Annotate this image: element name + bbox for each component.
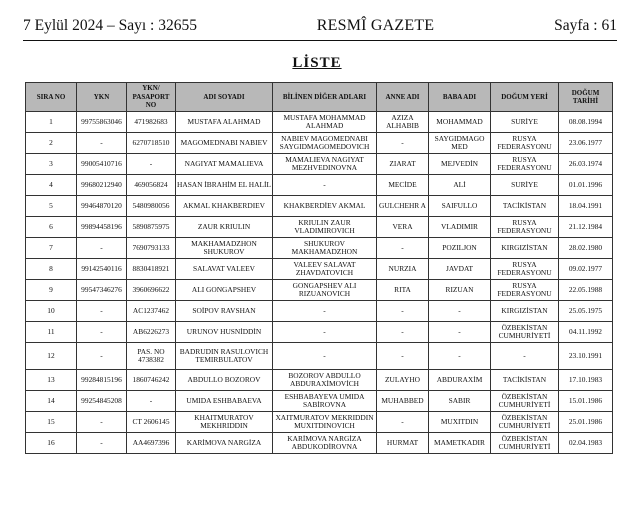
other-names-cell: - <box>273 322 377 343</box>
other-names-cell: KHAKBERDİEV AKMAL <box>273 196 377 217</box>
ykn-cell: 99894458196 <box>77 217 127 238</box>
other-names-cell: NABIEV MAGOMEDNABI SAYGIDMAGOMEDOVICH <box>273 133 377 154</box>
birthplace-cell: ÖZBEKİSTAN CUMHURİYETİ <box>491 412 559 433</box>
birthdate-cell: 23.06.1977 <box>559 133 613 154</box>
name-cell: KARİMOVA NARGİZA <box>176 433 273 454</box>
ykn-cell: - <box>77 412 127 433</box>
mother-name-cell: AZIZA ALHABIB <box>377 112 429 133</box>
header-rule <box>23 40 617 41</box>
mother-name-cell: - <box>377 322 429 343</box>
name-cell: SALAVAT VALEEV <box>176 259 273 280</box>
birthdate-cell: 04.11.1992 <box>559 322 613 343</box>
list-title: LİSTE <box>292 55 342 71</box>
table-body <box>26 112 613 454</box>
mother-name-cell: NURZIA <box>377 259 429 280</box>
mother-name-cell: RITA <box>377 280 429 301</box>
passport-no-cell: 1860746242 <box>127 370 176 391</box>
ykn-cell: - <box>77 238 127 259</box>
name-cell: HASAN İBRAHİM EL HALİL <box>176 175 273 196</box>
name-cell: SOİPOV RAVSHAN <box>176 301 273 322</box>
passport-no-cell: PAS. NO 4738382 <box>127 343 176 370</box>
mother-name-cell: - <box>377 301 429 322</box>
birthplace-cell: RUSYA FEDERASYONU <box>491 217 559 238</box>
birthplace-cell: RUSYA FEDERASYONU <box>491 259 559 280</box>
father-name-cell: - <box>429 322 491 343</box>
birthplace-cell: ÖZBEKİSTAN CUMHURİYETİ <box>491 322 559 343</box>
other-names-cell: GONGAPSHEV ALI RIZUANOVICH <box>273 280 377 301</box>
birthdate-cell: 02.04.1983 <box>559 433 613 454</box>
name-cell: UMIDA ESHBABAEVA <box>176 391 273 412</box>
other-names-cell: ESHBABAYEVA UMIDA SABİROVNA <box>273 391 377 412</box>
name-cell: MAKHAMADZHON SHUKUROV <box>176 238 273 259</box>
mother-name-cell: MUHABBED <box>377 391 429 412</box>
table-row <box>26 433 613 454</box>
table-row <box>26 112 613 133</box>
father-name-cell: SABIR <box>429 391 491 412</box>
name-cell: MUSTAFA ALAHMAD <box>176 112 273 133</box>
ykn-cell: - <box>77 322 127 343</box>
sira-no-cell: 14 <box>26 391 77 412</box>
birthdate-cell: 22.05.1988 <box>559 280 613 301</box>
sira-no-cell: 15 <box>26 412 77 433</box>
column-header: ANNE ADI <box>377 83 429 112</box>
table-row <box>26 412 613 433</box>
birthplace-cell: RUSYA FEDERASYONU <box>491 154 559 175</box>
name-cell: AKMAL KHAKBERDIEV <box>176 196 273 217</box>
passport-no-cell: 469056824 <box>127 175 176 196</box>
ykn-cell: 99547346276 <box>77 280 127 301</box>
birthdate-cell: 26.03.1974 <box>559 154 613 175</box>
name-cell: MAGOMEDNABI NABIEV <box>176 133 273 154</box>
sira-no-cell: 12 <box>26 343 77 370</box>
column-header: SIRA NO <box>26 83 77 112</box>
sira-no-cell: 13 <box>26 370 77 391</box>
father-name-cell: MOHAMMAD <box>429 112 491 133</box>
table-row <box>26 238 613 259</box>
ykn-cell: 99755863046 <box>77 112 127 133</box>
birthdate-cell: 28.02.1980 <box>559 238 613 259</box>
table-row <box>26 301 613 322</box>
birthdate-cell: 09.02.1977 <box>559 259 613 280</box>
sira-no-cell: 4 <box>26 175 77 196</box>
passport-no-cell: 5480980056 <box>127 196 176 217</box>
name-cell: NAGIYAT MAMALIEVA <box>176 154 273 175</box>
passport-no-cell: AB6226273 <box>127 322 176 343</box>
passport-no-cell: 471982683 <box>127 112 176 133</box>
father-name-cell: VLADIMIR <box>429 217 491 238</box>
father-name-cell: - <box>429 343 491 370</box>
page-number: Sayfa : 61 <box>554 17 617 34</box>
table-header-row <box>26 83 613 112</box>
other-names-cell: - <box>273 175 377 196</box>
table-row <box>26 217 613 238</box>
mother-name-cell: - <box>377 343 429 370</box>
passport-no-cell: AA4697396 <box>127 433 176 454</box>
column-header: BABA ADI <box>429 83 491 112</box>
birthplace-cell: ÖZBEKİSTAN CUMHURİYETİ <box>491 433 559 454</box>
father-name-cell: RIZUAN <box>429 280 491 301</box>
birthdate-cell: 25.01.1986 <box>559 412 613 433</box>
table-row <box>26 391 613 412</box>
table-row <box>26 370 613 391</box>
name-cell: ALI GONGAPSHEV <box>176 280 273 301</box>
gazette-name: RESMÎ GAZETE <box>316 17 435 34</box>
father-name-cell: SAYGIDMAGO MED <box>429 133 491 154</box>
table-row <box>26 154 613 175</box>
column-header: BİLİNEN DİĞER ADLARI <box>273 83 377 112</box>
issue-date-number: 7 Eylül 2024 – Sayı : 32655 <box>23 17 197 34</box>
passport-no-cell: - <box>127 391 176 412</box>
passport-no-cell: CT 2606145 <box>127 412 176 433</box>
ykn-cell: 99254845208 <box>77 391 127 412</box>
passport-no-cell: - <box>127 154 176 175</box>
sira-no-cell: 11 <box>26 322 77 343</box>
sira-no-cell: 8 <box>26 259 77 280</box>
sanctions-list-table <box>25 82 613 454</box>
birthdate-cell: 18.04.1991 <box>559 196 613 217</box>
birthdate-cell: 15.01.1986 <box>559 391 613 412</box>
other-names-cell: XAITMURATOV MEKRIDDIN MUXITDINOVICH <box>273 412 377 433</box>
birthplace-cell: TACİKİSTAN <box>491 196 559 217</box>
father-name-cell: ABDURAXİM <box>429 370 491 391</box>
name-cell: ABDULLO BOZOROV <box>176 370 273 391</box>
passport-no-cell: 7690793133 <box>127 238 176 259</box>
other-names-cell: - <box>273 301 377 322</box>
sira-no-cell: 16 <box>26 433 77 454</box>
passport-no-cell: 6270718510 <box>127 133 176 154</box>
mother-name-cell: ZULAYHO <box>377 370 429 391</box>
table-row <box>26 259 613 280</box>
column-header: DOĞUM TARİHİ <box>559 83 613 112</box>
passport-no-cell: 5890875975 <box>127 217 176 238</box>
table-row <box>26 343 613 370</box>
father-name-cell: JAVDAT <box>429 259 491 280</box>
sira-no-cell: 10 <box>26 301 77 322</box>
other-names-cell: BOZOROV ABDULLO ABDURAXİMOVİCH <box>273 370 377 391</box>
mother-name-cell: VERA <box>377 217 429 238</box>
sira-no-cell: 9 <box>26 280 77 301</box>
mother-name-cell: HURMAT <box>377 433 429 454</box>
birthplace-cell: TACİKİSTAN <box>491 370 559 391</box>
name-cell: KHAITMURATOV MEKHRIDDIN <box>176 412 273 433</box>
ykn-cell: - <box>77 433 127 454</box>
table-row <box>26 133 613 154</box>
ykn-cell: 99464870120 <box>77 196 127 217</box>
table-row <box>26 196 613 217</box>
birthdate-cell: 25.05.1975 <box>559 301 613 322</box>
table-row <box>26 175 613 196</box>
passport-no-cell: AC1237462 <box>127 301 176 322</box>
birthdate-cell: 21.12.1984 <box>559 217 613 238</box>
passport-no-cell: 3960696622 <box>127 280 176 301</box>
ykn-cell: 99284815196 <box>77 370 127 391</box>
father-name-cell: MAMETKADIR <box>429 433 491 454</box>
birthdate-cell: 23.10.1991 <box>559 343 613 370</box>
other-names-cell: MUSTAFA MOHAMMAD ALAHMAD <box>273 112 377 133</box>
column-header: ADI SOYADI <box>176 83 273 112</box>
column-header: YKN/ PASAPORT NO <box>127 83 176 112</box>
ykn-cell: 99142540116 <box>77 259 127 280</box>
birthdate-cell: 01.01.1996 <box>559 175 613 196</box>
table-row <box>26 280 613 301</box>
ykn-cell: - <box>77 301 127 322</box>
birthplace-cell: SURİYE <box>491 112 559 133</box>
other-names-cell: SHUKUROV MAKHAMADZHON <box>273 238 377 259</box>
other-names-cell: VALEEV SALAVAT ZHAVDATOVICH <box>273 259 377 280</box>
ykn-cell: - <box>77 343 127 370</box>
other-names-cell: KRIULIN ZAUR VLADIMIROVICH <box>273 217 377 238</box>
other-names-cell: MAMALIEVA NAGIYAT MEZHVEDINOVNA <box>273 154 377 175</box>
sira-no-cell: 3 <box>26 154 77 175</box>
mother-name-cell: - <box>377 238 429 259</box>
other-names-cell: KARİMOVA NARGİZA ABDUKODİROVNA <box>273 433 377 454</box>
passport-no-cell: 8830418921 <box>127 259 176 280</box>
name-cell: BADRUDIN RASULOVICH TEMIRBULATOV <box>176 343 273 370</box>
birthplace-cell: KIRGIZİSTAN <box>491 238 559 259</box>
father-name-cell: MUXITDIN <box>429 412 491 433</box>
mother-name-cell: GULCHEHR A <box>377 196 429 217</box>
ykn-cell: - <box>77 133 127 154</box>
father-name-cell: ALİ <box>429 175 491 196</box>
page-header <box>23 17 617 39</box>
mother-name-cell: MECİDE <box>377 175 429 196</box>
birthplace-cell: SURİYE <box>491 175 559 196</box>
sira-no-cell: 1 <box>26 112 77 133</box>
birthplace-cell: RUSYA FEDERASYONU <box>491 280 559 301</box>
name-cell: URUNOV HUSNİDDİN <box>176 322 273 343</box>
birthdate-cell: 17.10.1983 <box>559 370 613 391</box>
birthplace-cell: KIRGIZİSTAN <box>491 301 559 322</box>
column-header: YKN <box>77 83 127 112</box>
other-names-cell: - <box>273 343 377 370</box>
father-name-cell: MEJVEDİN <box>429 154 491 175</box>
name-cell: ZAUR KRIULIN <box>176 217 273 238</box>
birthplace-cell: ÖZBEKİSTAN CUMHURİYETİ <box>491 391 559 412</box>
mother-name-cell: - <box>377 412 429 433</box>
birthdate-cell: 08.08.1994 <box>559 112 613 133</box>
father-name-cell: - <box>429 301 491 322</box>
father-name-cell: POZILJON <box>429 238 491 259</box>
birthplace-cell: RUSYA FEDERASYONU <box>491 133 559 154</box>
sira-no-cell: 6 <box>26 217 77 238</box>
mother-name-cell: - <box>377 133 429 154</box>
mother-name-cell: ZIARAT <box>377 154 429 175</box>
father-name-cell: SAIFULLO <box>429 196 491 217</box>
ykn-cell: 99680212940 <box>77 175 127 196</box>
table-row <box>26 322 613 343</box>
column-header: DOĞUM YERİ <box>491 83 559 112</box>
ykn-cell: 99005410716 <box>77 154 127 175</box>
sira-no-cell: 2 <box>26 133 77 154</box>
birthplace-cell: - <box>491 343 559 370</box>
sira-no-cell: 7 <box>26 238 77 259</box>
sira-no-cell: 5 <box>26 196 77 217</box>
